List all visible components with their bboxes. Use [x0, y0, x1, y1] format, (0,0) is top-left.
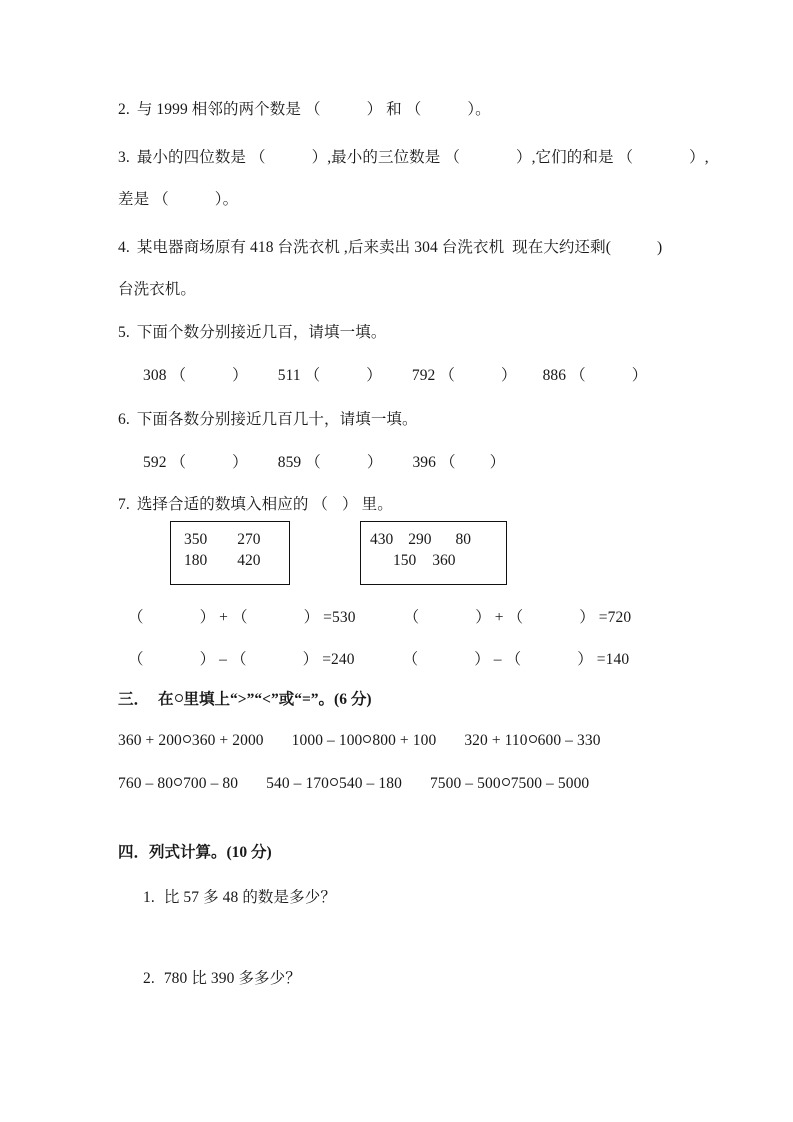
question-7-prompt-a: 选择合适的数填入相应的 （: [136, 496, 329, 513]
equation-row-1: [128, 610, 631, 626]
right-number-box-cell-430: 430: [370, 531, 394, 548]
question-5-prompt: 下面个数分别接近几百，请填一填。: [136, 324, 387, 341]
question-2-text-c: ）。: [467, 101, 491, 118]
comparison-2-circle-icon[interactable]: [363, 735, 371, 743]
comparison-2-rhs: 800 + 100: [372, 732, 437, 749]
right-number-box-cell-360: 360: [432, 552, 456, 569]
question-6-value-3: 396: [412, 454, 436, 471]
question-4-text-a: 某电器商场原有 418 台洗衣机 ,后来卖出 304 台洗衣机 现在大约还剩(: [136, 239, 611, 256]
section-three-label: 三．: [118, 691, 150, 708]
right-number-box-cell-150: 150: [393, 552, 417, 569]
question-6-value-1: 592: [143, 454, 167, 471]
comparison-1-rhs: 360 + 2000: [191, 732, 264, 749]
calc-problem-2-number: 2.: [143, 970, 155, 987]
question-5-number: 5.: [118, 324, 130, 341]
comparison-1-lhs: 360 + 200: [118, 732, 182, 749]
question-2-text-a: 与 1999 相邻的两个数是 （: [136, 101, 321, 118]
equation-4-result: 140: [605, 651, 630, 668]
equation-1-eq: ） =: [303, 609, 333, 626]
comparison-4-lhs: 760 – 80: [118, 775, 174, 792]
question-3-text-a: 最小的四位数是 （: [136, 149, 266, 166]
right-number-box-row2: [393, 553, 456, 569]
equation-4-mid: ） – （: [474, 651, 522, 668]
comparison-3-rhs: 600 – 330: [537, 732, 601, 749]
section-four-heading: 四．列式计算。(10 分): [118, 844, 272, 861]
section-three-heading: [118, 692, 371, 708]
comparison-4-circle-icon[interactable]: [174, 778, 182, 786]
question-3: [118, 150, 709, 166]
equation-3-eq: ） =: [302, 651, 332, 668]
equation-2-result: 720: [607, 609, 632, 626]
question-3-text-f: ）。: [214, 191, 239, 208]
right-number-box-cell-80: 80: [455, 531, 471, 548]
equation-2-mid: ） + （: [475, 609, 524, 626]
left-number-box-cell-350: 350: [184, 531, 208, 548]
comparison-5-rhs: 540 – 180: [339, 775, 402, 792]
right-number-box: [360, 521, 507, 585]
comparison-5-lhs: 540 – 170: [266, 775, 330, 792]
question-5-values: 308 （ ） 511 （ ） 792 （ ） 886 （ ）: [143, 367, 648, 384]
question-4-number: 4.: [118, 239, 130, 256]
question-6-values: 592 （ ） 859 （ ） 396 （ ）: [143, 454, 506, 471]
question-5: [118, 325, 386, 341]
comparison-6-circle-icon[interactable]: [502, 778, 510, 786]
comparison-5-circle-icon[interactable]: [330, 778, 338, 786]
calc-problem-2-text: 780 比 390 多多少？: [163, 970, 301, 987]
equation-1-mid: ） + （: [199, 609, 248, 626]
equation-4-open: （: [402, 651, 419, 668]
comparison-3-lhs: 320 + 110: [464, 732, 528, 749]
left-number-box-row2: [184, 553, 261, 569]
left-number-box-cell-420: 420: [237, 552, 261, 569]
question-5-value-3: 792: [411, 367, 436, 384]
question-5-value-2: 511: [277, 367, 301, 384]
question-7-number: 7.: [118, 496, 130, 513]
calc-problem-2: [143, 971, 301, 987]
equation-3-mid: ） – （: [199, 651, 247, 668]
comparison-6-lhs: 7500 – 500: [429, 775, 501, 792]
question-2: [118, 102, 491, 118]
calc-problem-1: [143, 890, 336, 906]
right-number-box-cell-290: 290: [408, 531, 432, 548]
equation-row-2: [128, 652, 629, 668]
equation-3-open: （: [128, 651, 144, 668]
left-number-box-row1: [184, 532, 261, 548]
question-7: [118, 497, 393, 513]
comparison-row-2: [118, 776, 589, 792]
question-4: [118, 240, 662, 256]
comparison-3-circle-icon[interactable]: [529, 735, 537, 743]
left-number-box: [170, 521, 290, 585]
comparison-1-circle-icon[interactable]: [183, 735, 191, 743]
question-5-value-1: 308: [143, 367, 167, 384]
calc-problem-1-text: 比 57 多 48 的数是多少？: [163, 889, 336, 906]
question-2-number: 2.: [118, 101, 130, 118]
question-3-text-e: 差是 （: [118, 191, 169, 208]
section-three-text-a: 在: [158, 691, 174, 708]
question-3-text-b: ）,最小的三位数是 （: [311, 149, 460, 166]
question-6: [118, 412, 418, 428]
left-number-box-cell-180: 180: [184, 552, 208, 569]
question-3-number: 3.: [118, 149, 130, 166]
circle-icon: [175, 694, 183, 702]
question-2-text-b: ） 和 （: [366, 101, 422, 118]
right-number-box-row1: [370, 532, 471, 548]
equation-2-open: （: [403, 609, 420, 626]
equation-1-result: 530: [332, 609, 356, 626]
comparison-6-rhs: 7500 – 5000: [510, 775, 590, 792]
calc-problem-1-number: 1.: [143, 889, 155, 906]
equation-2-eq: ） =: [579, 609, 608, 626]
question-4-text-b: ): [657, 239, 663, 256]
question-3-text-c: ）,它们的和是 （: [515, 149, 634, 166]
question-3-text-d: ）,: [689, 149, 709, 166]
question-6-prompt: 下面各数分别接近几百几十，请填一填。: [136, 411, 418, 428]
comparison-2-lhs: 1000 – 100: [291, 732, 363, 749]
question-7-prompt-b: ） 里。: [342, 496, 393, 513]
comparison-4-rhs: 700 – 80: [183, 775, 239, 792]
question-3-line2: [118, 192, 238, 208]
equation-4-eq: ） =: [577, 651, 606, 668]
comparison-row-1: [118, 733, 601, 749]
question-6-number: 6.: [118, 411, 130, 428]
equation-3-result: 240: [331, 651, 355, 668]
section-three-text-b: 里填上“>”“<”或“=”。(6 分): [183, 691, 372, 708]
left-number-box-cell-270: 270: [237, 531, 261, 548]
equation-1-open: （: [128, 609, 144, 626]
question-6-value-2: 859: [277, 454, 302, 471]
question-4-line2: 台洗衣机。: [118, 281, 197, 298]
question-5-value-4: 886: [542, 367, 567, 384]
